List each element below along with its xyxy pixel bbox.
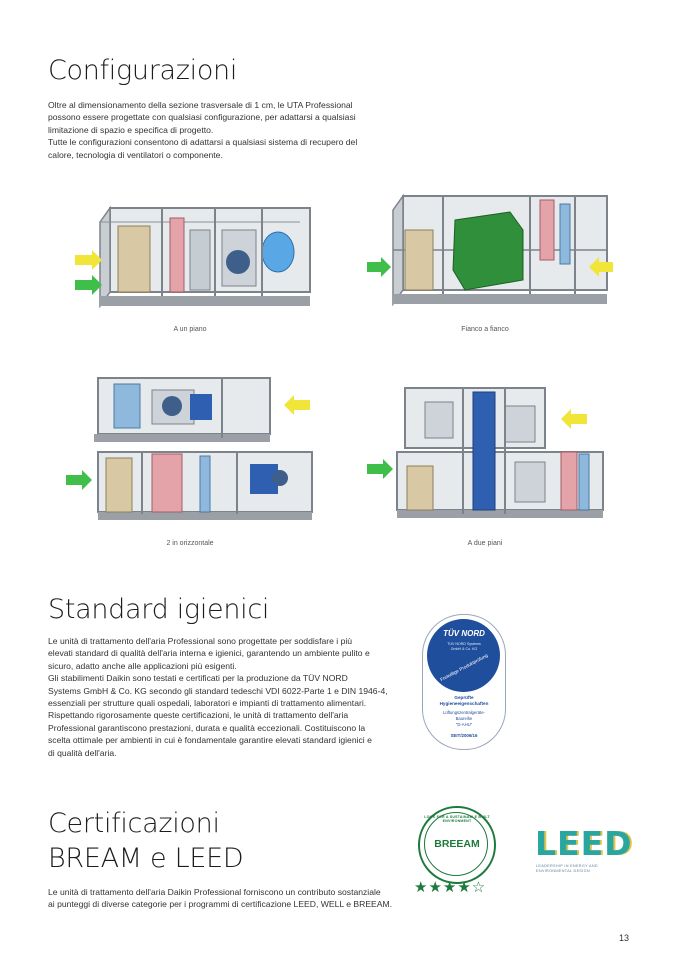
text-line: possono essere progettate con qualsiasi configurazione, per adattarsi a qualsiasi (48, 112, 356, 123)
ahu-two-horizontal-illustration (62, 372, 322, 527)
ahu-single-floor-illustration (70, 200, 320, 315)
tuv-badge-line: Baureihe (455, 716, 473, 721)
figure-caption: Fianco a fianco (461, 326, 509, 333)
text-line: ai punteggi di diverse categorie per i programmi di certificazione LEED, WELL e BREEAM. (48, 899, 393, 910)
configurazioni-paragraph (48, 99, 388, 161)
leed-subtitle-line: LEADERSHIP IN ENERGY AND (536, 864, 598, 868)
text-line: elevati standard di qualità dell'aria interna e igienici, garantendo un ambiente pulito e (48, 648, 370, 659)
text-line: sicuro, adatto anche alle applicazioni più esigenti. (48, 660, 237, 671)
section-title-certificazioni (48, 806, 243, 876)
star-empty-icon: ☆ (471, 879, 487, 896)
tuv-arc-text: Freiwillige Produktprüfung (439, 652, 489, 683)
ahu-two-floors-illustration (365, 382, 615, 522)
section-title-standard-igienici: Standard igienici (48, 594, 270, 625)
leed-logo: LEED (535, 824, 633, 863)
tuv-badge-line: Lüftungszentralgeräte- (443, 710, 485, 715)
title-line: Certificazioni (48, 808, 220, 839)
star-filled-icon: ★★★★ (414, 879, 472, 896)
section-title-configurazioni: Configurazioni (48, 55, 238, 86)
ahu-side-by-side-illustration (365, 190, 615, 315)
tuv-badge-line: "D-AHU" (455, 722, 473, 727)
leed-subtitle-line: ENVIRONMENTAL DESIGN (536, 869, 590, 873)
text-line: scelta ottimale per ambienti in cui è fondamentale garantire elevati standard igienici e (48, 735, 372, 746)
text-line: calore, tecnologia di ventilatori o componente. (48, 149, 223, 160)
breeam-arc-text: LOOK FOR A SUSTAINABLE BUILT ENVIRONMENT (424, 815, 490, 823)
text-line: di qualità dell'aria. (48, 747, 117, 758)
text-line: Tutte le configurazioni consentono di adattarsi a qualsiasi sistema di recupero del (48, 137, 358, 148)
text-line: essenziali per strutture quali ospedali, laboratori e impianti di trattamento alimentari. (48, 698, 367, 709)
tuv-small-text: TÜV NORD Systems (447, 642, 481, 646)
text-line: Oltre al dimensionamento della sezione trasversale di 1 cm, le UTA Professional (48, 100, 353, 110)
page-number: 13 (619, 933, 630, 943)
title-line: BREAM e LEED (48, 843, 244, 874)
breeam-rating-stars (414, 878, 486, 896)
text-line: Gli stabilimenti Daikin sono testati e certificati per la produzione da TÜV NORD (48, 673, 348, 684)
breeam-label: BREEAM (434, 838, 480, 850)
certificazioni-paragraph (48, 886, 408, 911)
text-line: Le unità di trattamento dell'aria Professional sono progettate per soddisfare i più (48, 636, 353, 646)
text-line: Rispettando rigorosamente queste certificazioni, le unità di trattamento dell'aria (48, 710, 349, 721)
tuv-small-text: GmbH & Co. KG (450, 647, 478, 651)
text-line: Le unità di trattamento dell'aria Daikin Professional forniscono un contributo sostanziale (48, 887, 381, 897)
breeam-logo (418, 806, 496, 884)
tuv-nord-certification-seal (422, 614, 506, 750)
text-line: Professional garantiscono prestazioni, durata e qualità eccezionali. Costituiscono la (48, 722, 366, 733)
tuv-badge-code: SEIT/2006/16 (450, 733, 478, 738)
text-line: Systems GmbH & Co. KG secondo gli standard tedeschi VDI 6022-Parte 1 e DIN 1946-4, (48, 685, 388, 696)
figure-caption: 2 in orizzontale (166, 540, 214, 547)
figure-caption: A un piano (173, 326, 207, 333)
tuv-badge-line: Hygieneeigenschaften (439, 701, 489, 706)
standard-paragraph (48, 635, 398, 759)
text-line: limitazione di spazio e specifica di progetto. (48, 124, 214, 135)
tuv-brand-label: TÜV NORD (443, 629, 485, 638)
tuv-badge-line: Geprüfte (454, 695, 474, 700)
leed-subtitle (536, 864, 626, 874)
figure-caption: A due piani (467, 540, 503, 547)
